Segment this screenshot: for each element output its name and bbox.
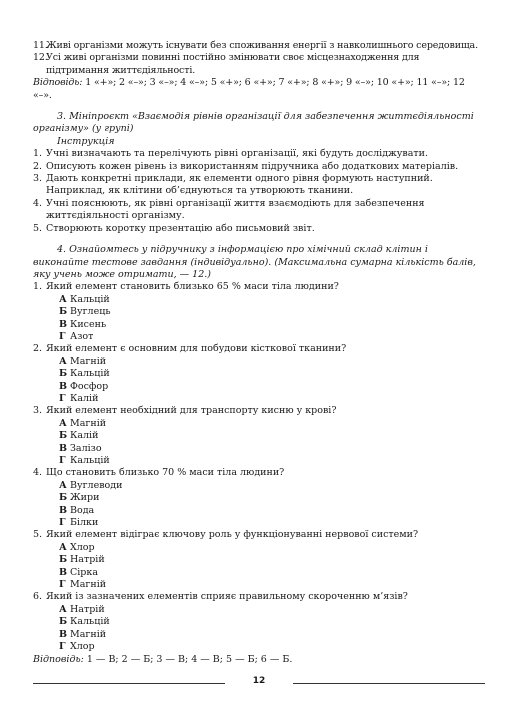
option-letter: Б (59, 616, 68, 628)
question-text (33, 405, 485, 417)
answer-option (33, 393, 485, 405)
answer-option (33, 567, 485, 579)
answer-option (33, 356, 485, 368)
option-text: Вода (70, 504, 95, 516)
option-text: Натрій (70, 603, 105, 615)
answer-option (33, 368, 485, 380)
page-number: 12 (252, 676, 266, 686)
option-text: Вуглець (70, 306, 111, 318)
question-text (33, 467, 485, 479)
answer-option (33, 492, 485, 504)
question-number: 4. (33, 467, 43, 479)
question-text (33, 343, 485, 355)
answer-option (33, 579, 485, 591)
option-text: Калій (70, 392, 99, 404)
option-letter: А (59, 603, 67, 615)
section-3-title-pre: 3. Мініпроєкт (57, 111, 133, 123)
option-letter: А (59, 479, 67, 491)
option-letter: В (59, 318, 68, 330)
statement-number: 12. (33, 52, 48, 64)
option-text: Магній (70, 355, 107, 367)
option-text: Кальцій (70, 293, 110, 305)
question (33, 591, 485, 653)
option-text: Білки (70, 517, 99, 529)
answer-label: Відповідь: (33, 77, 83, 89)
option-letter: Г (59, 579, 66, 591)
answer-option (33, 319, 485, 331)
option-letter: Б (59, 554, 68, 566)
step-text: Описують кожен рівень із використанням підручника або додаткових матеріалів. (46, 160, 459, 172)
instruction-step (33, 223, 485, 235)
question (33, 405, 485, 467)
instruction-step (33, 148, 485, 160)
question-number: 1. (33, 281, 43, 293)
option-letter: Б (59, 492, 68, 504)
question-number: 6. (33, 591, 43, 603)
answer-option (33, 554, 485, 566)
option-text: Сірка (70, 566, 98, 578)
option-letter: Б (59, 368, 68, 380)
answer-option (33, 331, 485, 343)
answer-option (33, 517, 485, 529)
question-label: Який елемент є основним для побудови кісткової тканини? (46, 343, 347, 355)
step-text: Створюють коротку презентацію або письмовий звіт. (46, 222, 315, 234)
test-questions (33, 281, 485, 653)
answer-option (33, 418, 485, 430)
option-text: Вуглеводи (70, 479, 123, 491)
section-4-title: 4. Ознайомтесь у підручнику з інформацією про хімічний склад клітин і виконайте тестове завдання (індивідуально). (Максимальна сумарна кількість балів, яку учень може отримати, — 12.) (33, 244, 476, 280)
option-text: Кальцій (70, 455, 110, 466)
section-3-title (33, 111, 485, 136)
answer-option (33, 604, 485, 616)
option-text: Магній (70, 417, 107, 429)
step-text: Учні визначають та перелічують рівні організації, які будуть досліджувати. (46, 148, 428, 160)
option-text: Фосфор (70, 380, 109, 392)
option-letter: Г (59, 641, 66, 653)
option-letter: Г (59, 330, 66, 342)
step-number: 1. (33, 148, 43, 160)
section-4-test (33, 244, 485, 666)
question (33, 281, 485, 343)
option-letter: Г (59, 517, 66, 529)
answer-text: 1 — В; 2 — Б; 3 — В; 4 — В; 5 — Б; 6 — Б. (83, 653, 293, 665)
option-letter: В (59, 442, 68, 454)
option-letter: В (59, 380, 68, 392)
section-3-miniproject (33, 111, 485, 235)
answer-text: 1 «+»; 2 «–»; 3 «–»; 4 «–»; 5 «+»; 6 «+»; 7 «+»; 8 «+»; 9 «–»; 10 «+»; 11 «–»; 12 «–». (33, 77, 465, 101)
instruction-step (33, 173, 485, 198)
step-number: 2. (33, 160, 43, 172)
option-letter: А (59, 355, 67, 367)
statement-12 (33, 52, 485, 77)
statement-text: Живі організми можуть існувати без споживання енергії з навколишнього середовища. (46, 40, 478, 51)
footer-rule-right (293, 683, 485, 684)
page-content (33, 40, 485, 666)
answer-option (33, 542, 485, 554)
instruction-step (33, 198, 485, 223)
option-text: Натрій (70, 554, 105, 566)
answer-key-1 (33, 77, 485, 102)
question-number: 3. (33, 405, 43, 417)
option-letter: А (59, 293, 67, 305)
question-label: Який елемент необхідний для транспорту кисню у крові? (46, 405, 337, 417)
section-3-title-main: «Взаємодія рівнів організації для забезпечення життєдіяльності організму» (у групі) (33, 111, 474, 135)
option-letter: А (59, 417, 67, 429)
option-letter: В (59, 628, 68, 640)
option-letter: Б (59, 306, 68, 318)
question-label: Який елемент становить близько 65 % маси тіла людини? (46, 281, 339, 293)
option-text: Магній (70, 579, 107, 591)
answer-option (33, 641, 485, 653)
step-number: 3. (33, 173, 43, 185)
question-text (33, 281, 485, 293)
option-letter: А (59, 541, 67, 553)
question (33, 529, 485, 591)
question-number: 5. (33, 529, 43, 541)
question-label: Що становить близько 70 % маси тіла людини? (46, 467, 285, 479)
answer-option (33, 616, 485, 628)
option-letter: Г (59, 392, 66, 404)
question-label: Який із зазначених елементів сприяє правильному скороченню м’язів? (46, 591, 408, 603)
question-text (33, 529, 485, 541)
instruction-step (33, 161, 485, 173)
answer-option (33, 443, 485, 455)
question (33, 343, 485, 405)
option-text: Жири (70, 492, 100, 504)
option-letter: Г (59, 455, 66, 466)
answer-option (33, 430, 485, 442)
option-text: Магній (70, 628, 107, 640)
step-number: 5. (33, 222, 43, 234)
option-letter: В (59, 504, 68, 516)
answer-option (33, 381, 485, 393)
answer-option (33, 306, 485, 318)
question (33, 467, 485, 529)
answer-option (33, 294, 485, 306)
option-letter: Б (59, 430, 68, 442)
option-text: Залізо (70, 442, 102, 454)
option-text: Кальцій (70, 616, 110, 628)
option-text: Хлор (70, 641, 95, 653)
question-number: 2. (33, 343, 43, 355)
statement-number: 11. (33, 40, 48, 51)
answer-option (33, 629, 485, 641)
step-text: Дають конкретні приклади, як елементи одного рівня формують наступний. Наприклад, як клітини об’єднуються та утворюють тканини. (46, 173, 433, 197)
option-text: Хлор (70, 541, 95, 553)
option-text: Калій (70, 430, 99, 442)
answer-label: Відповідь: (33, 653, 84, 665)
step-text: Учні пояснюють, як рівні організації життя взаємодіють для забезпечення життєдіяльності організму. (46, 197, 425, 222)
option-text: Кисень (70, 318, 107, 330)
answer-option (33, 455, 485, 467)
option-text: Кальцій (70, 368, 110, 380)
question-text (33, 591, 485, 603)
page-footer (33, 676, 485, 690)
option-letter: В (59, 566, 68, 578)
statement-text: Усі живі організми повинні постійно змінювати своє місцезнаходження для підтримання життєдіяльності. (46, 52, 420, 76)
step-number: 4. (33, 197, 43, 209)
answer-option (33, 505, 485, 517)
answer-key-2 (33, 654, 485, 666)
option-text: Азот (70, 330, 94, 342)
instruction-label: Інструкція (57, 135, 115, 147)
question-label: Який елемент відіграє ключову роль у функціонуванні нервової системи? (46, 529, 419, 541)
statement-11 (33, 40, 485, 52)
answer-option (33, 480, 485, 492)
